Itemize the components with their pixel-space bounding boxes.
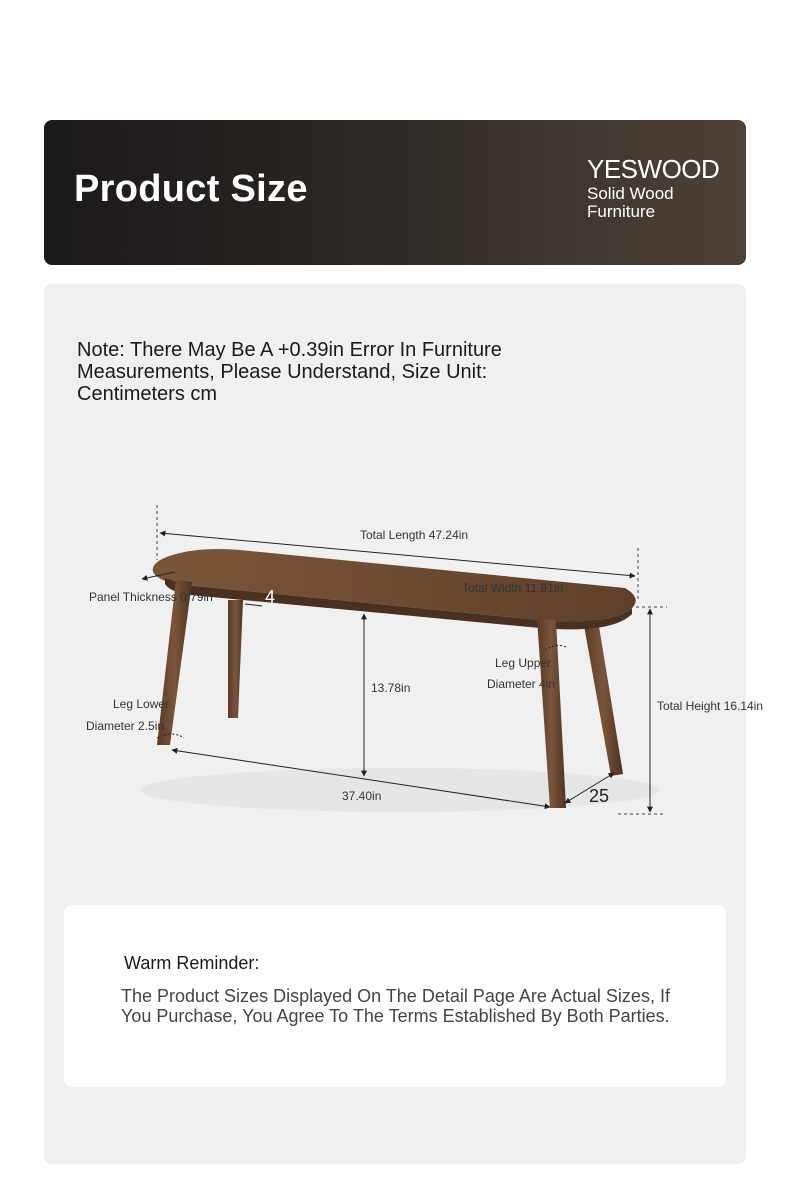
reminder-title: Warm Reminder: bbox=[124, 953, 260, 973]
leg-lower-label-1: Leg Lower bbox=[113, 697, 170, 711]
inner-height-label: 13.78in bbox=[371, 681, 411, 695]
total-width-label: Total Width 11.81in bbox=[462, 581, 564, 595]
bench-leg-back-left bbox=[228, 600, 243, 718]
leg-lower-label-2: Diameter 2.5in bbox=[86, 719, 165, 733]
panel-thickness-label: Panel Thickness 0.79in bbox=[89, 590, 213, 604]
floor-shadow bbox=[140, 768, 660, 812]
warm-reminder-box bbox=[64, 905, 726, 1087]
page-title: Product Size bbox=[74, 168, 308, 210]
panel-thickness-tick bbox=[245, 604, 262, 606]
bench-leg-back-right bbox=[583, 620, 623, 776]
measurement-note: Note: There May Be A +0.39in Error In Furniture Measurements, Please Understand, Size Unit: Centimeters cm bbox=[77, 339, 502, 405]
brand-tagline-1: Solid Wood bbox=[587, 184, 674, 203]
leg-span-label: 37.40in bbox=[342, 789, 382, 803]
brand-name: YESWOOD bbox=[587, 154, 720, 184]
brand-tagline-2: Furniture bbox=[587, 202, 656, 221]
total-height-label: Total Height 16.14in bbox=[657, 699, 764, 713]
panel-thickness-value: 4 bbox=[265, 587, 276, 607]
leg-upper-label-1: Leg Upper bbox=[495, 656, 552, 670]
leg-depth-label: 25 bbox=[589, 786, 610, 806]
leg-upper-label-2: Diameter 4in bbox=[487, 677, 556, 691]
total-length-label: Total Length 47.24in bbox=[360, 528, 469, 542]
reminder-body: The Product Sizes Displayed On The Detail Page Are Actual Sizes, If You Purchase, You Agree To The Terms Established By Both Parties. bbox=[121, 986, 670, 1026]
